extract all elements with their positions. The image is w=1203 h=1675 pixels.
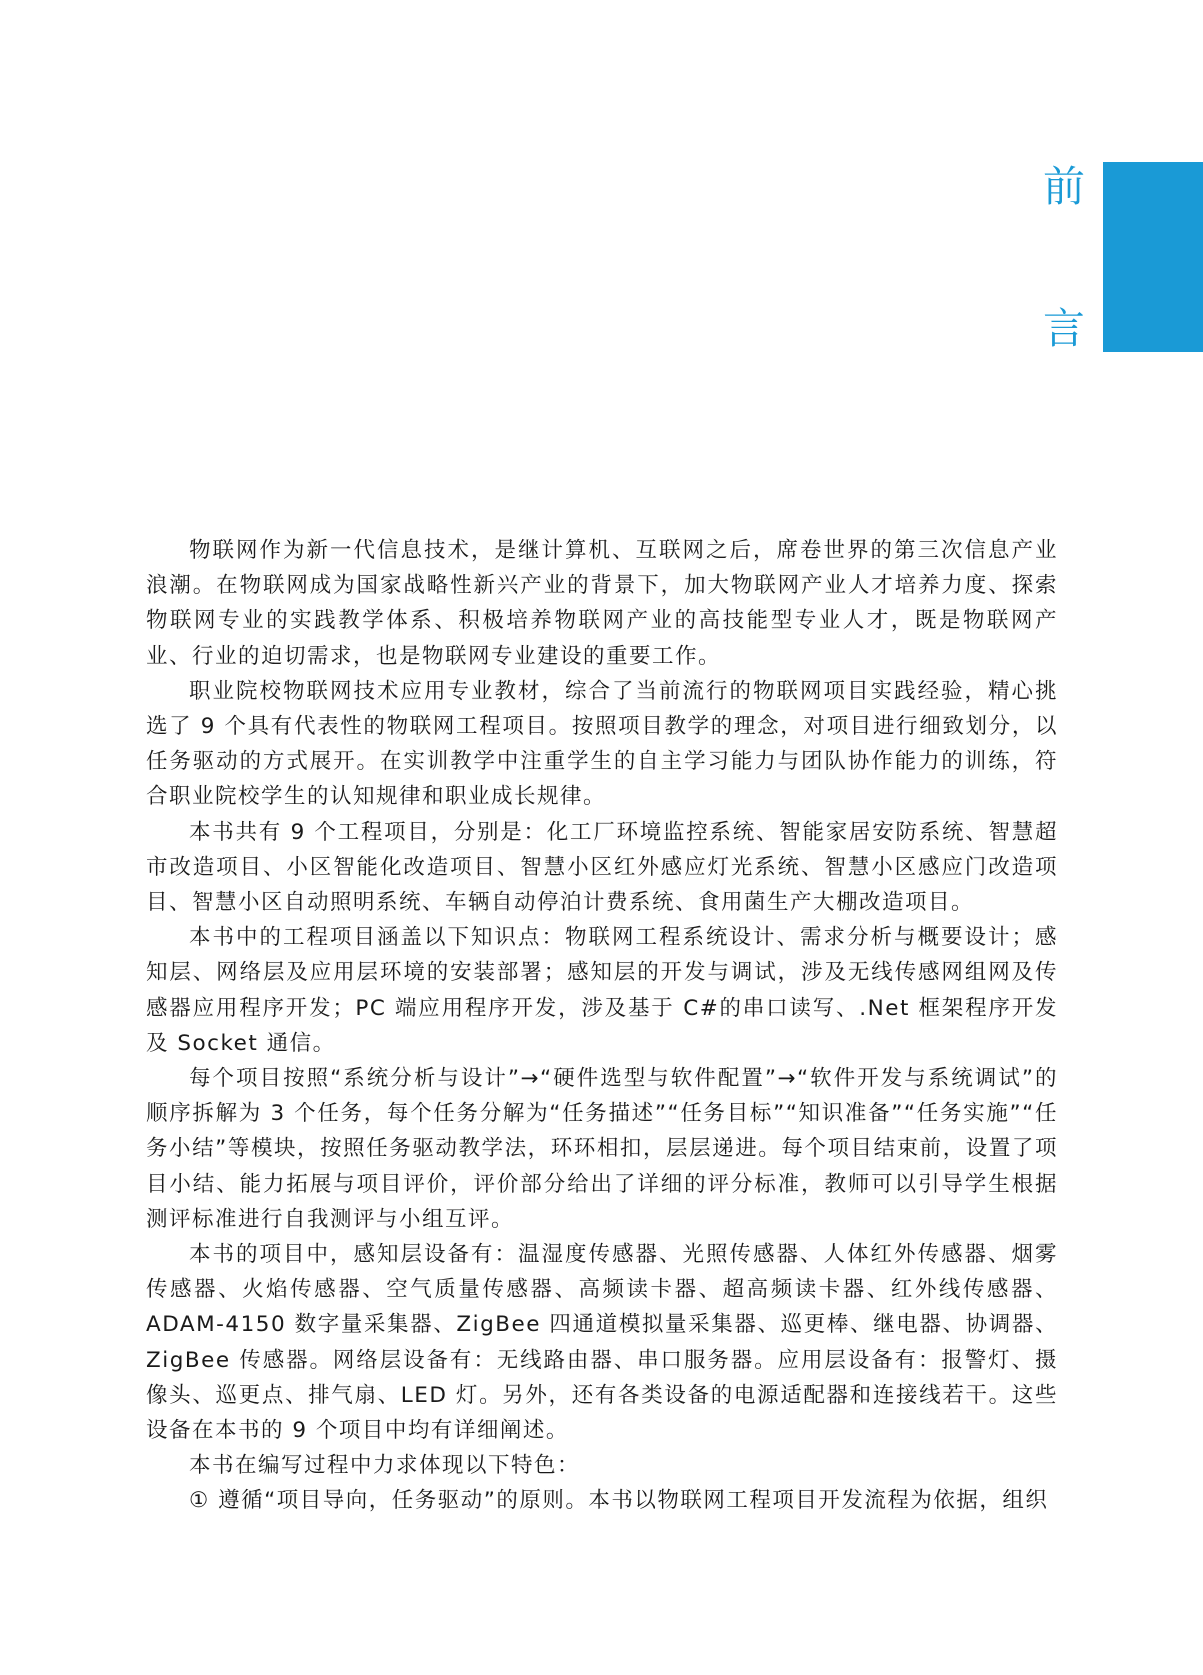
paragraph: 物联网作为新一代信息技术，是继计算机、互联网之后，席卷世界的第三次信息产业浪潮。在物联网成为国家战略性新兴产业的背景下，加大物联网产业人才培养力度、探索物联网专业的实践教学体系、积极培养物联网产业的高技能型专业人才，既是物联网产业、行业的迫切需求，也是物联网专业建设的重要工作。 (146, 538, 1058, 669)
preface-body (146, 533, 1058, 1519)
page-title-char-2: 言 (1042, 304, 1085, 353)
paragraph: 每个项目按照“系统分析与设计”→“硬件选型与软件配置”→“软件开发与系统调试”的顺序拆解为 3 个任务，每个任务分解为“任务描述”“任务目标”“知识准备”“任务实施”“任务小结”等模块，按照任务驱动教学法，环环相扣，层层递进。每个项目结束前，设置了项目小结、能力拓展与项目评价，评价部分给出了详细的评分标准，教师可以引导学生根据测评标准进行自我测评与小组互评。 (146, 1066, 1058, 1232)
paragraph: 职业院校物联网技术应用专业教材，综合了当前流行的物联网项目实践经验，精心挑选了 9 个具有代表性的物联网工程项目。按照项目教学的理念，对项目进行细致划分，以任务驱动的方式展开。在实训教学中注重学生的自主学习能力与团队协作能力的训练，符合职业院校学生的认知规律和职业成长规律。 (146, 678, 1058, 810)
chapter-side-tab (1103, 162, 1203, 352)
paragraph: 本书共有 9 个工程项目，分别是：化工厂环境监控系统、智能家居安防系统、智慧超市改造项目、小区智能化改造项目、智慧小区红外感应灯光系统、智慧小区感应门改造项目、智慧小区自动照明系统、车辆自动停泊计费系统、食用菌生产大棚改造项目。 (146, 819, 1058, 916)
paragraph: 本书中的工程项目涵盖以下知识点：物联网工程系统设计、需求分析与概要设计；感知层、网络层及应用层环境的安装部署；感知层的开发与调试，涉及无线传感网组网及传感器应用程序开发；PC 端应用程序开发，涉及基于 C#的串口读写、.Net 框架程序开发及 Socket 通信。 (146, 925, 1058, 1056)
page-title-char-1: 前 (1042, 162, 1085, 211)
paragraph: 本书在编写过程中力求体现以下特色： (189, 1453, 581, 1479)
paragraph: ① 遵循“项目导向，任务驱动”的原则。本书以物联网工程项目开发流程为依据，组织 (189, 1488, 1049, 1514)
paragraph: 本书的项目中，感知层设备有：温湿度传感器、光照传感器、人体红外传感器、烟雾传感器、火焰传感器、空气质量传感器、高频读卡器、超高频读卡器、红外线传感器、ADAM-4150 数字量采集器、ZigBee 四通道模拟量采集器、巡更棒、继电器、协调器、ZigBee 传感器。网络层设备有：无线路由器、串口服务器。应用层设备有：报警灯、摄像头、巡更点、排气扇、LED 灯。另外，还有各类设备的电源适配器和连接线若干。这些设备在本书的 9 个项目中均有详细阐述。 (146, 1242, 1058, 1444)
